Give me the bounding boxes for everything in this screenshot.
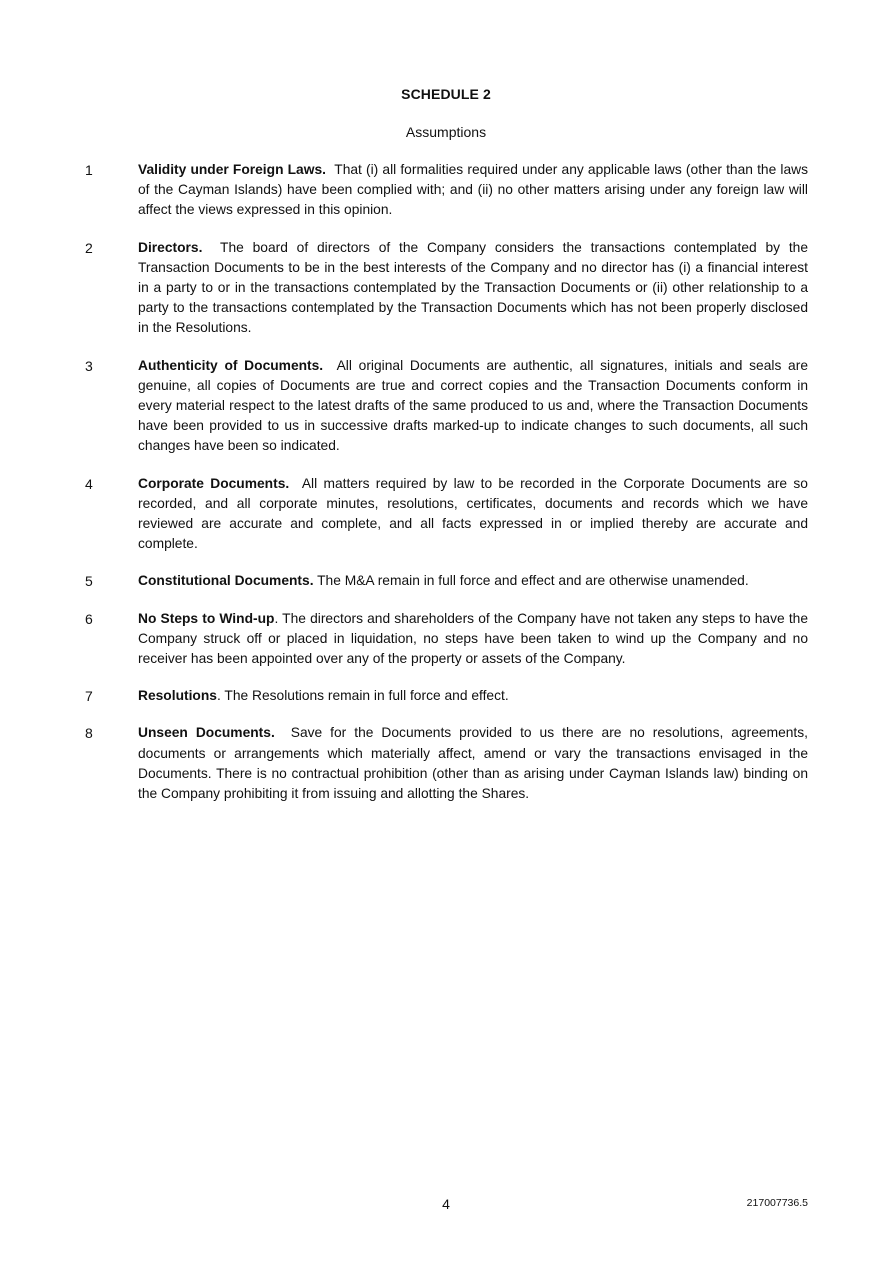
clause-number: 5 bbox=[85, 573, 93, 590]
clause-number: 2 bbox=[85, 239, 93, 256]
clause-body bbox=[138, 356, 808, 457]
clause-text: . The directors and shareholders of the Company have not taken any steps to have the Company struck off or placed in liquidation, no steps have been taken to wind up the Company and no receiver has been appointed over any of the property or assets of the Company. bbox=[138, 610, 808, 667]
clause-heading: Authenticity of Documents. bbox=[138, 357, 324, 373]
clause-number: 3 bbox=[85, 357, 93, 374]
clause-text: That (i) all formalities required under any applicable laws (other than the laws of the Cayman Islands) have been complied with; and (ii) no other matters arising under any foreign law will affect the views expressed in this opinion. bbox=[138, 162, 809, 218]
clause-text: The board of directors of the Company considers the transactions contemplated by the Transaction Documents to be in the best interests of the Company and no director has (i) a financial interest in a party to or in the transactions contemplated by the Transaction Documents or (ii) other relationship to a party to the transactions contemplated by the Transaction Documents which has not been properly disclosed in the Resolutions. bbox=[138, 239, 809, 336]
clause-text: Save for the Documents provided to us there are no resolutions, agreements, documents or arrangements which materially affect, amend or vary the transactions envisaged in the Documents. There is no contractual prohibition (other than as arising under Cayman Islands law) binding on the Company prohibiting it from issuing and allotting the Shares. bbox=[138, 725, 809, 802]
clause-number: 7 bbox=[85, 688, 93, 705]
clause-body bbox=[138, 160, 808, 221]
clause-7 bbox=[0, 686, 892, 706]
clause-heading: Constitutional Documents. bbox=[138, 573, 314, 589]
clause-number: 4 bbox=[85, 475, 93, 492]
clause-body bbox=[138, 571, 808, 591]
clause-5 bbox=[0, 571, 892, 591]
clause-heading: Directors. bbox=[138, 239, 203, 255]
clause-text: All matters required by law to be recorded in the Corporate Documents are so recorded, and all corporate minutes, resolutions, certificates, documents and records which we have reviewed are accurate and complete, and all facts expressed in or implied thereby are accurate and complete. bbox=[138, 475, 808, 552]
clause-1 bbox=[0, 160, 892, 221]
page-number: 4 bbox=[442, 1196, 450, 1212]
clause-heading: Resolutions bbox=[138, 688, 217, 704]
clause-heading: No Steps to Wind-up bbox=[138, 610, 275, 626]
clause-number: 1 bbox=[85, 162, 93, 178]
clause-number: 8 bbox=[85, 725, 93, 742]
clause-body bbox=[138, 723, 808, 804]
clause-body bbox=[138, 474, 808, 555]
clause-6 bbox=[0, 609, 892, 670]
clause-body bbox=[138, 686, 808, 706]
clause-body bbox=[138, 238, 808, 339]
clause-4 bbox=[0, 474, 892, 555]
clause-body bbox=[138, 609, 808, 670]
schedule-subtitle: Assumptions bbox=[405, 124, 487, 140]
clause-list bbox=[0, 160, 892, 821]
clause-8 bbox=[0, 723, 892, 804]
clause-2 bbox=[0, 238, 892, 339]
clause-text: The M&A remain in full force and effect and are otherwise unamended. bbox=[317, 573, 749, 589]
schedule-title: SCHEDULE 2 bbox=[401, 86, 491, 102]
clause-text: . The Resolutions remain in full force and effect. bbox=[216, 688, 509, 704]
clause-heading: Validity under Foreign Laws. bbox=[138, 162, 326, 177]
clause-number: 6 bbox=[85, 610, 93, 627]
document-reference: 217007736.5 bbox=[746, 1197, 808, 1209]
clause-3 bbox=[0, 356, 892, 457]
clause-text: All original Documents are authentic, all signatures, initials and seals are genuine, all copies of Documents are true and correct copies and the Transaction Documents conform in every material respect to the latest drafts of the same produced to us and, where the Transaction Documents have been provided to us in successive drafts marked-up to indicate changes to such documents, all such changes have been so indicated. bbox=[138, 357, 809, 454]
clause-heading: Corporate Documents. bbox=[138, 475, 290, 491]
clause-heading: Unseen Documents. bbox=[138, 725, 275, 741]
